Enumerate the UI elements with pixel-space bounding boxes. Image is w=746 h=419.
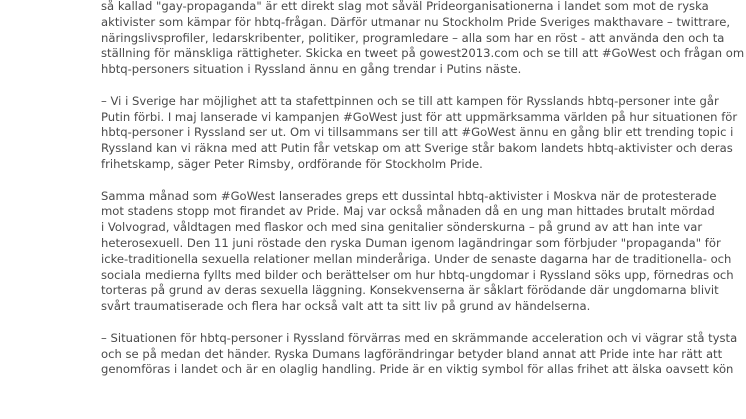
text-line: så kallad "gay-propaganda" är ett direkt slag mot såväl Prideorganisationerna i landet som mot de ryska	[101, 0, 709, 13]
text-line: sociala medierna fyllts med bilder och berättelser om hur hbtq-ungdomar i Ryssland söks upp, förnedras och	[101, 267, 734, 282]
text-line: hbtq-personer i Ryssland ser ut. Om vi tillsammans ser till att #GoWest ännu en gång blir ett trending topic i	[101, 125, 734, 140]
article-paragraph-3	[101, 188, 734, 315]
article-paragraph-4	[101, 330, 738, 378]
text-line: heterosexuell. Den 11 juni röstade den ryska Duman igenom lagändringar som förbjuder "propaganda" för	[101, 235, 721, 250]
text-line: Ryssland kan vi räkna med att Putin får vetskap om att Sverige står bakom landets hbtq-aktivister och deras	[101, 141, 733, 156]
article-body	[101, 0, 745, 394]
text-line: – Vi i Sverige har möjlighet att ta stafettpinnen och se till att kampen för Rysslands hbtq-personer inte går	[101, 93, 719, 108]
text-line: – Situationen för hbtq-personer i Ryssland förvärras med en skrämmande acceleration och vi vägrar stå tysta	[101, 330, 738, 345]
text-line: aktivister som kämpar för hbtq-frågan. Därför utmanar nu Stockholm Pride Sveriges makthavare – twittrare,	[101, 14, 731, 29]
text-line: hbtq-personers situation i Ryssland ännu en gång trendar i Putins näste.	[101, 62, 522, 77]
text-line: frihetskamp, säger Peter Rimsby, ordförande för Stockholm Pride.	[101, 156, 483, 171]
text-line: Putin förbi. I maj lanserade vi kampanjen #GoWest just för att uppmärksamma världen på hur situationen för	[101, 109, 738, 124]
text-line: Samma månad som #GoWest lanserades greps ett dussintal hbtq-aktivister i Moskva när de protesterade	[101, 188, 717, 203]
text-line: icke-traditionella sexuella relationer mellan minderåriga. Under de senaste dagarna har de traditionella- och	[101, 251, 732, 266]
text-line: ställning för mänskliga rättigheter. Skicka en tweet på gowest2013.com och se till att #GoWest och frågan om	[101, 46, 745, 61]
text-line: torteras på grund av deras sexuella läggning. Konsekvenserna är såklart förödande där ungdomarna blivit	[101, 283, 719, 298]
article-paragraph-2	[101, 93, 738, 173]
text-line: i Volvograd, våldtagen med flaskor och med sina genitalier sönderskurna – på grund av att han inte var	[101, 220, 703, 235]
text-line: genomföras i landet och är en olaglig handling. Pride är en viktig symbol för allas frihet att älska oavsett kön	[101, 362, 734, 377]
text-line: och se på medan det händer. Ryska Dumans lagförändringar betyder bland annat att Pride inte har rätt att	[101, 346, 723, 361]
text-line: näringslivsprofiler, ledarskribenter, politiker, programledare – alla som har en röst - att använda den och ta	[101, 30, 725, 45]
text-line: mot stadens stopp mot firandet av Pride. Maj var också månaden då en ung man hittades brutalt mördad	[101, 204, 715, 219]
text-line: svårt traumatiserade och flera har också valt att ta sitt liv på grund av händelserna.	[101, 299, 591, 314]
article-paragraph-1	[101, 0, 745, 78]
